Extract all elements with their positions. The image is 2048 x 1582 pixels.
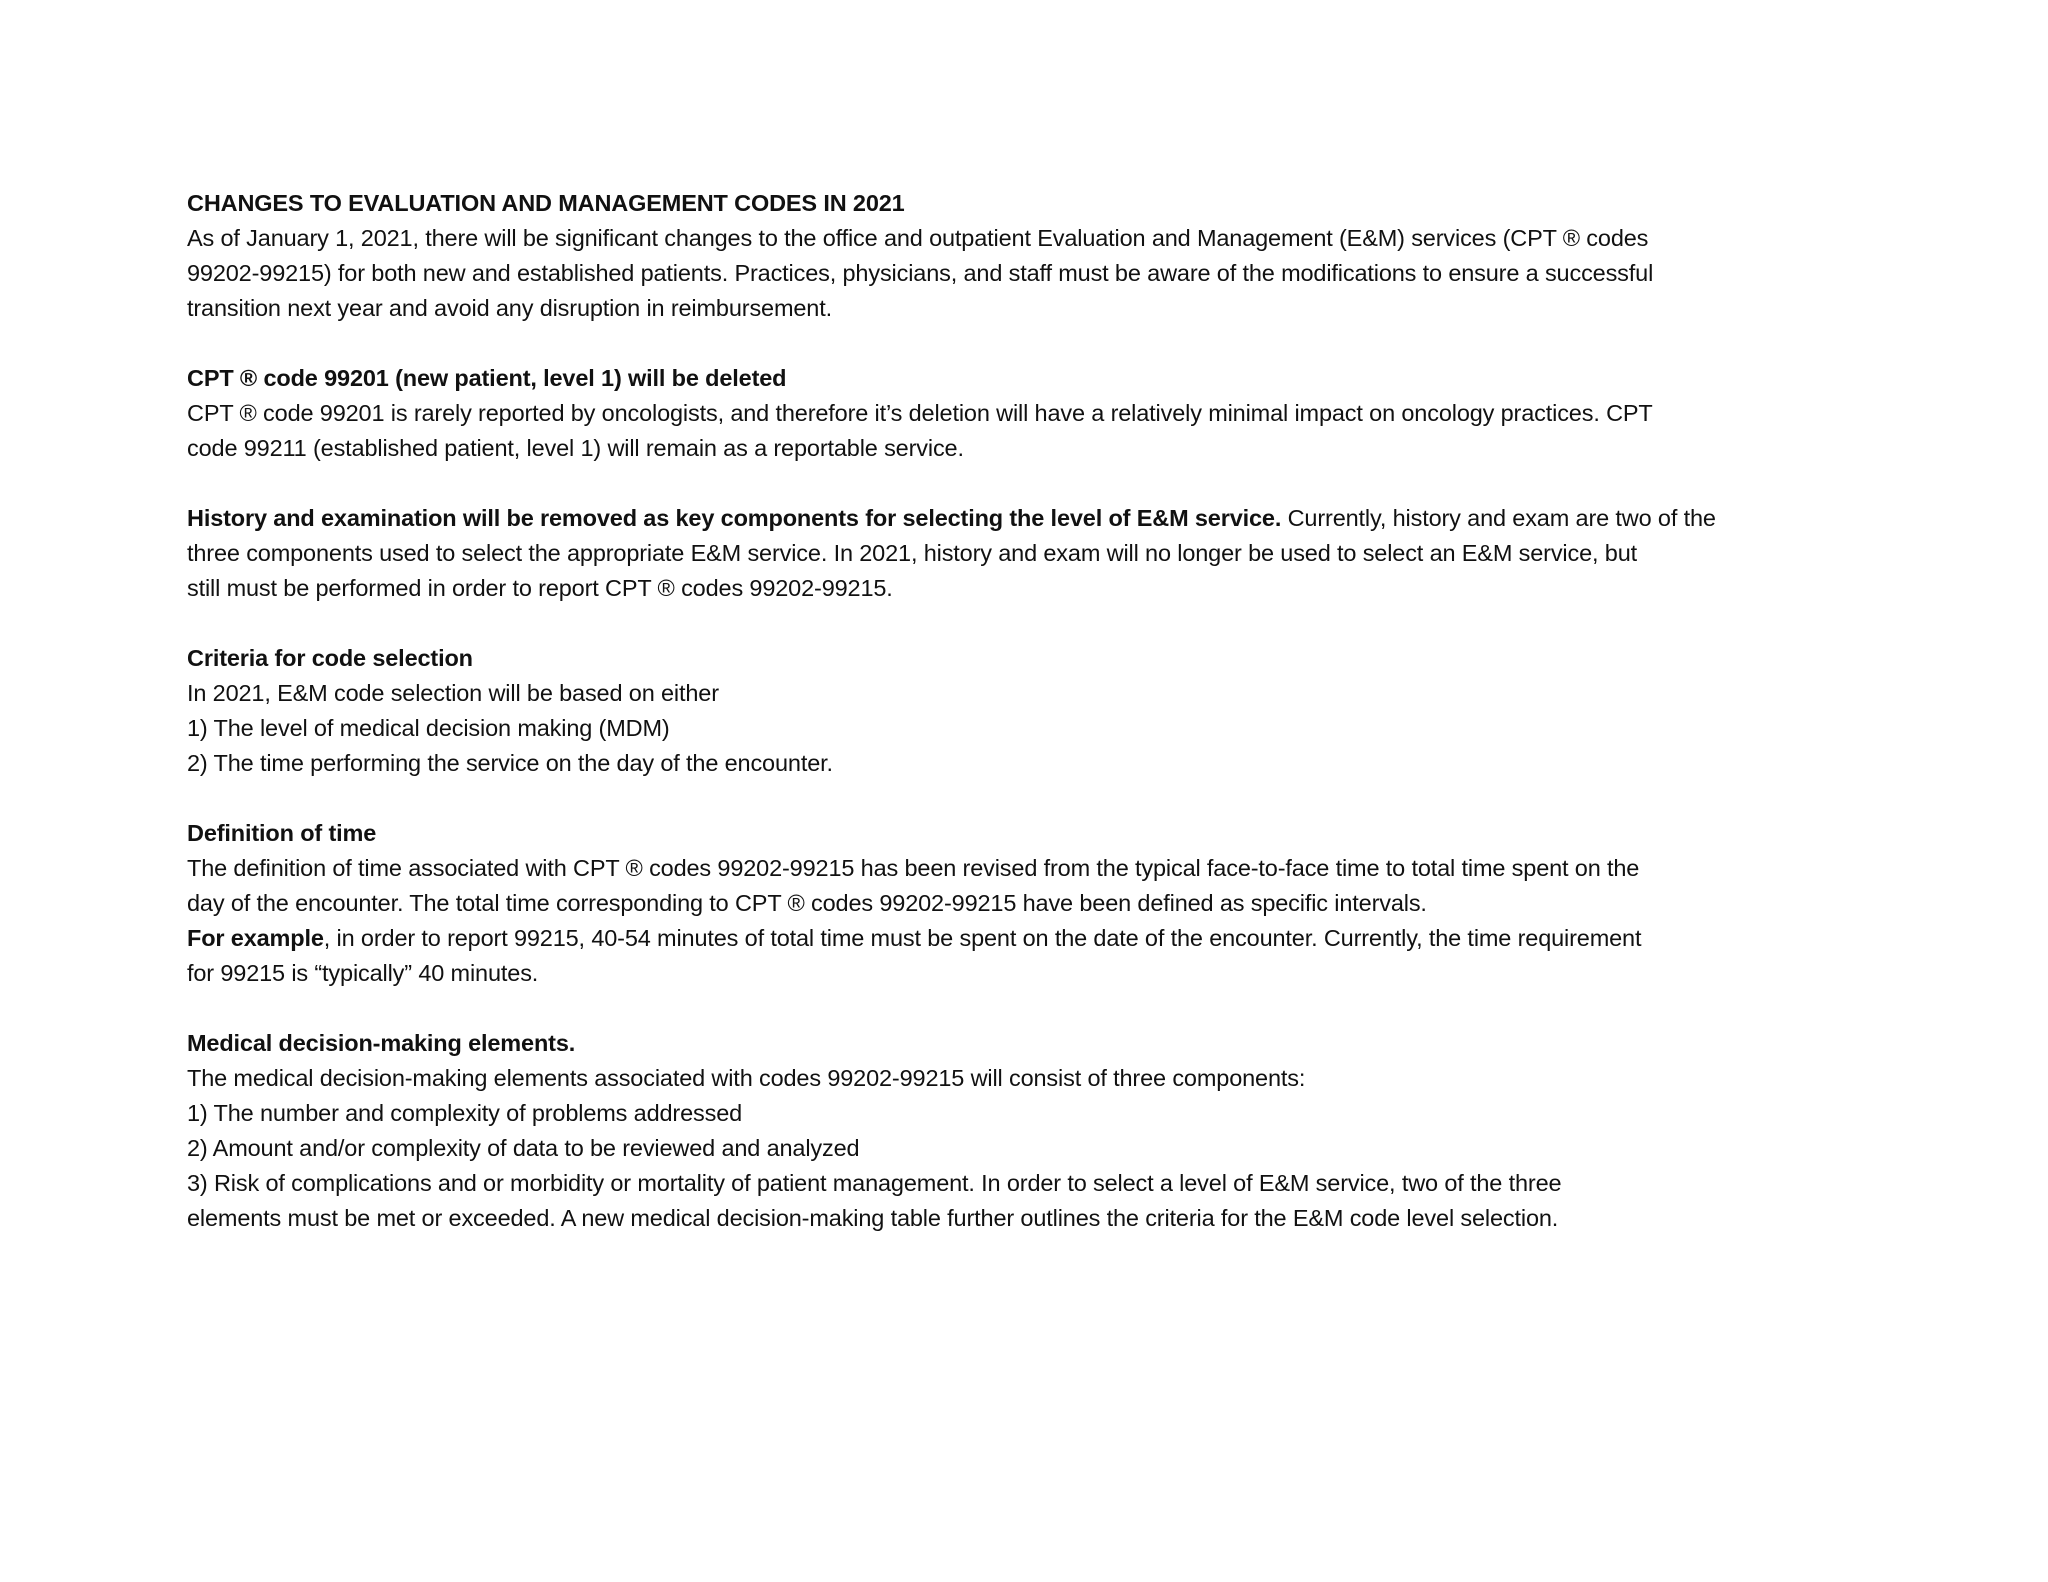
section-99201-deletion xyxy=(187,361,1887,466)
section-mdm-line-5: elements must be met or exceeded. A new medical decision-making table further outlines the criteria for the E&M code level selection. xyxy=(187,1205,1559,1231)
section-99201-line-1: CPT ® code 99201 is rarely reported by oncologists, and therefore it’s deletion will have a relatively minimal impact on oncology practices. CPT xyxy=(187,400,1653,426)
section-criteria xyxy=(187,641,1887,781)
section-history-line-3: still must be performed in order to report CPT ® codes 99202-99215. xyxy=(187,575,893,601)
section-time-line-3-rest: , in order to report 99215, 40-54 minutes of total time must be spent on the date of the encounter. Currently, the time requirement xyxy=(323,925,1642,951)
section-criteria-line-3: 2) The time performing the service on the day of the encounter. xyxy=(187,750,833,776)
section-definition-of-time xyxy=(187,816,1887,991)
section-mdm-line-2: 1) The number and complexity of problems addressed xyxy=(187,1100,743,1126)
section-time-line-4: for 99215 is “typically” 40 minutes. xyxy=(187,960,539,986)
intro-line-3: transition next year and avoid any disruption in reimbursement. xyxy=(187,295,832,321)
paragraph-gap xyxy=(187,326,1887,361)
section-time-line-3 xyxy=(187,921,1887,956)
section-time-line-1: The definition of time associated with CPT ® codes 99202-99215 has been revised from the typical face-to-face time to total time spent on the xyxy=(187,855,1640,881)
section-history-line-2: three components used to select the appropriate E&M service. In 2021, history and exam will no longer be used to select an E&M service, but xyxy=(187,540,1638,566)
intro-line-1: As of January 1, 2021, there will be significant changes to the office and outpatient Evaluation and Management (E&M) services (CPT ® codes xyxy=(187,225,1649,251)
document-page xyxy=(187,186,1887,1236)
paragraph-gap xyxy=(187,606,1887,641)
paragraph-gap xyxy=(187,466,1887,501)
section-mdm-line-3: 2) Amount and/or complexity of data to be reviewed and analyzed xyxy=(187,1135,860,1161)
section-criteria-line-1: In 2021, E&M code selection will be based on either xyxy=(187,680,719,706)
section-history-line-1-rest: Currently, history and exam are two of the xyxy=(1281,505,1716,531)
section-heading-criteria: Criteria for code selection xyxy=(187,645,473,671)
section-mdm-line-1: The medical decision-making elements associated with codes 99202-99215 will consist of three components: xyxy=(187,1065,1306,1091)
section-mdm-line-4: 3) Risk of complications and or morbidity or mortality of patient management. In order to select a level of E&M service, two of the three xyxy=(187,1170,1562,1196)
section-heading-time: Definition of time xyxy=(187,820,377,846)
section-99201-line-2: code 99211 (established patient, level 1) will remain as a reportable service. xyxy=(187,435,964,461)
section-mdm-elements xyxy=(187,1026,1887,1236)
intro-line-2: 99202-99215) for both new and established patients. Practices, physicians, and staff must be aware of the modifications to ensure a successful xyxy=(187,260,1654,286)
paragraph-gap xyxy=(187,991,1887,1026)
document-title: CHANGES TO EVALUATION AND MANAGEMENT CODES IN 2021 xyxy=(187,190,905,216)
section-history-examination xyxy=(187,501,1887,606)
section-time-example-lead: For example xyxy=(187,925,324,951)
section-time-line-2: day of the encounter. The total time corresponding to CPT ® codes 99202-99215 have been defined as specific intervals. xyxy=(187,890,1427,916)
section-heading-mdm: Medical decision-making elements. xyxy=(187,1030,576,1056)
intro-paragraph xyxy=(187,186,1887,326)
section-history-lead: History and examination will be removed as key components for selecting the level of E&M service. xyxy=(187,505,1282,531)
section-heading-99201: CPT ® code 99201 (new patient, level 1) will be deleted xyxy=(187,365,787,391)
section-criteria-line-2: 1) The level of medical decision making (MDM) xyxy=(187,715,670,741)
paragraph-gap xyxy=(187,781,1887,816)
section-history-line-1 xyxy=(187,501,1887,536)
